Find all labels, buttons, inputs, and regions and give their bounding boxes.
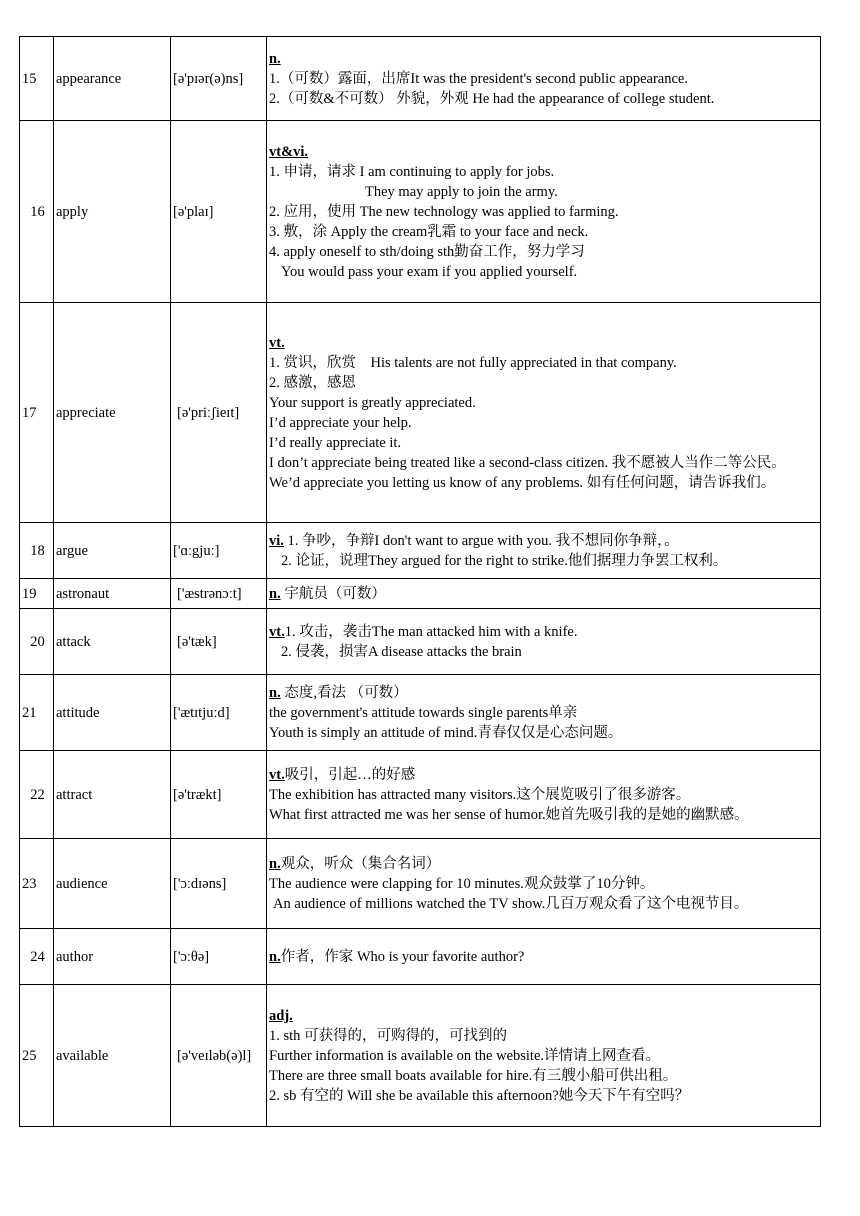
entry-phonetic: ['ɔːθə]: [171, 929, 267, 985]
entry-word: appearance: [54, 37, 171, 121]
entry-phonetic: [ə'trækt]: [171, 751, 267, 839]
definition-line: 1. 赏识，欣赏 His talents are not fully appreciated in that company.: [269, 354, 677, 371]
definition-line: 2.（可数&不可数） 外貌，外观 He had the appearance of college student.: [269, 90, 715, 107]
entry-phonetic: ['ɔːdɪəns]: [171, 839, 267, 929]
entry-number: 20: [20, 609, 54, 675]
entry-number: 25: [20, 985, 54, 1127]
definition-first-line: [269, 142, 820, 162]
definition-line: 1. 申请，请求 I am continuing to apply for jobs.: [269, 163, 555, 180]
entry-definition: [267, 609, 821, 675]
definition-first-line: [269, 622, 820, 642]
entry-number: 23: [20, 839, 54, 929]
definition-first-line: [269, 49, 820, 69]
definition-line: The audience were clapping for 10 minutes.观众鼓掌了10分钟。: [269, 875, 655, 892]
table-row: [20, 523, 821, 579]
definition-inline-text: 宇航员（可数）: [280, 585, 386, 602]
entry-number: 15: [20, 37, 54, 121]
definition-first-line: [269, 584, 820, 604]
definition-first-line: [269, 947, 820, 967]
part-of-speech: adj.: [269, 1007, 293, 1024]
entry-word: author: [54, 929, 171, 985]
part-of-speech: vt.: [269, 334, 285, 351]
table-row: [20, 751, 821, 839]
definition-first-line: [269, 854, 820, 874]
entry-definition: [267, 929, 821, 985]
definition-line: I’d really appreciate it.: [269, 434, 402, 451]
table-row: [20, 929, 821, 985]
table-row: [20, 839, 821, 929]
definition-inline-text: 1. 攻击，袭击The man attacked him with a knife.: [284, 623, 578, 640]
entry-word: attract: [54, 751, 171, 839]
entry-word: apply: [54, 121, 171, 303]
definition-line: 3. 敷，涂 Apply the cream乳霜 to your face and neck.: [269, 223, 589, 240]
entry-definition: [267, 675, 821, 751]
definition-first-line: [269, 333, 820, 353]
entry-number: 22: [20, 751, 54, 839]
definition-line: You would pass your exam if you applied yourself.: [281, 263, 578, 280]
vocabulary-table: [19, 36, 821, 1127]
definition-line: 2. sb 有空的 Will she be available this afternoon?她今天下午有空吗？: [269, 1087, 690, 1104]
entry-word: attack: [54, 609, 171, 675]
entry-phonetic: ['ætɪtjuːd]: [171, 675, 267, 751]
entry-definition: [267, 839, 821, 929]
definition-line: Youth is simply an attitude of mind.青春仅仅是心态问题。: [269, 724, 623, 741]
definition-inline-text: 作者，作家 Who is your favorite author?: [280, 948, 525, 965]
table-row: [20, 121, 821, 303]
entry-word: audience: [54, 839, 171, 929]
entry-definition: [267, 579, 821, 609]
entry-phonetic: [ə'pɪər(ə)ns]: [171, 37, 267, 121]
entry-phonetic: [ə'veɪləb(ə)l]: [171, 985, 267, 1127]
part-of-speech: n.: [269, 50, 281, 67]
definition-line: 2. 侵袭，损害A disease attacks the brain: [281, 643, 522, 660]
definition-first-line: [269, 1006, 820, 1026]
definition-line: 2. 论证，说理They argued for the right to strike.他们据理力争罢工权利。: [281, 552, 728, 569]
entry-phonetic: ['ɑːgjuː]: [171, 523, 267, 579]
definition-line: 1. sth 可获得的，可购得的，可找到的: [269, 1027, 508, 1044]
definition-line: 4. apply oneself to sth/doing sth勤奋工作，努力学习: [269, 243, 585, 260]
definition-inline-text: 1. 争吵，争辩I don't want to argue with you. 我不想同你争辩，。: [283, 532, 679, 549]
definition-line: 2. 感激，感恩: [269, 374, 356, 391]
definition-line: the government's attitude towards single parents单亲: [269, 704, 578, 721]
entry-phonetic: [ə'tæk]: [171, 609, 267, 675]
definition-line: The exhibition has attracted many visitors.这个展览吸引了很多游客。: [269, 786, 691, 803]
part-of-speech: n.: [269, 855, 281, 872]
definition-line: I’d appreciate your help.: [269, 414, 412, 431]
definition-line: Further information is available on the website.详情请上网查看。: [269, 1047, 661, 1064]
part-of-speech: vt.: [269, 766, 285, 783]
entry-number: 24: [20, 929, 54, 985]
entry-phonetic: [ə'priːʃieɪt]: [171, 303, 267, 523]
definition-line: I don’t appreciate being treated like a second-class citizen. 我不愿被人当作二等公民。: [269, 454, 786, 471]
definition-line: Your support is greatly appreciated.: [269, 394, 476, 411]
entry-word: appreciate: [54, 303, 171, 523]
definition-first-line: [269, 765, 820, 785]
vocabulary-table-body: [20, 37, 821, 1127]
part-of-speech: vt.: [269, 623, 285, 640]
entry-number: 18: [20, 523, 54, 579]
table-row: [20, 303, 821, 523]
definition-line: What first attracted me was her sense of humor.她首先吸引我的是她的幽默感。: [269, 806, 749, 823]
entry-phonetic: ['æstrənɔːt]: [171, 579, 267, 609]
entry-number: 16: [20, 121, 54, 303]
entry-word: attitude: [54, 675, 171, 751]
part-of-speech: vi.: [269, 532, 284, 549]
definition-first-line: [269, 683, 820, 703]
entry-number: 19: [20, 579, 54, 609]
entry-number: 17: [20, 303, 54, 523]
entry-number: 21: [20, 675, 54, 751]
part-of-speech: n.: [269, 684, 281, 701]
entry-word: astronaut: [54, 579, 171, 609]
definition-line: An audience of millions watched the TV show.几百万观众看了这个电视节目。: [273, 895, 749, 912]
definition-first-line: [269, 531, 820, 551]
entry-word: available: [54, 985, 171, 1127]
entry-definition: [267, 523, 821, 579]
definition-line: We’d appreciate you letting us know of any problems. 如有任何问题，请告诉我们。: [269, 474, 776, 491]
table-row: [20, 579, 821, 609]
definition-line: 1.（可数）露面，出席It was the president's second public appearance.: [269, 70, 688, 87]
table-row: [20, 609, 821, 675]
entry-definition: [267, 303, 821, 523]
definition-inline-text: 态度,看法 （可数）: [280, 684, 408, 701]
entry-word: argue: [54, 523, 171, 579]
definition-line: 2. 应用，使用 The new technology was applied to farming.: [269, 203, 619, 220]
definition-line: They may apply to join the army.: [365, 183, 558, 200]
entry-definition: [267, 121, 821, 303]
definition-line: There are three small boats available for hire.有三艘小船可供出租。: [269, 1067, 678, 1084]
table-row: [20, 37, 821, 121]
entry-phonetic: [ə'plaɪ]: [171, 121, 267, 303]
entry-definition: [267, 985, 821, 1127]
definition-inline-text: 观众，听众（集合名词）: [280, 855, 441, 872]
definition-inline-text: 吸引，引起…的好感: [284, 766, 416, 783]
entry-definition: [267, 37, 821, 121]
part-of-speech: n.: [269, 948, 281, 965]
table-row: [20, 985, 821, 1127]
part-of-speech: n.: [269, 585, 281, 602]
part-of-speech: vt&vi.: [269, 143, 309, 160]
entry-definition: [267, 751, 821, 839]
table-row: [20, 675, 821, 751]
